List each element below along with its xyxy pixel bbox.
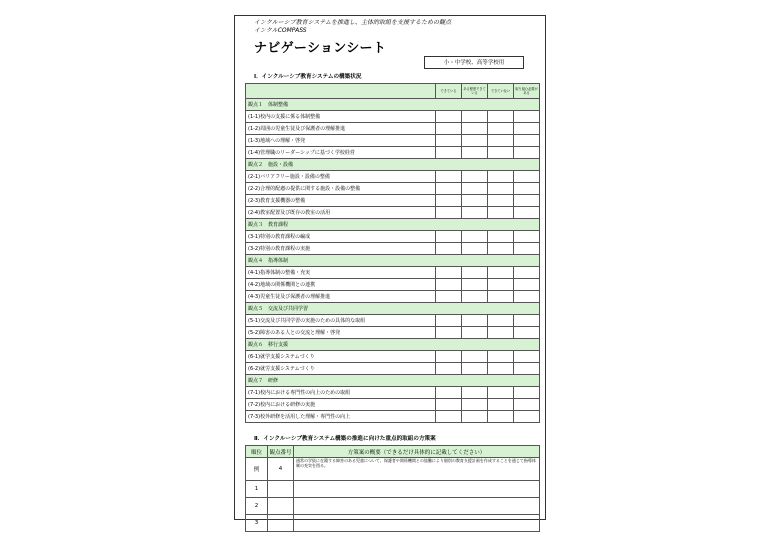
check-cell[interactable] xyxy=(436,243,462,255)
item-label: (2-2)合理的配慮の提供に関する施設・設備の整備 xyxy=(246,183,436,195)
example-priority: 例 xyxy=(246,458,268,481)
item-row xyxy=(246,183,540,195)
section2-title: Ⅱ．インクルーシブ教育システム構築の推進に向けた重点的取組の方策案 xyxy=(254,436,436,442)
school-type-badge: 小・中学校、高等学校用 xyxy=(424,56,524,69)
item-row xyxy=(246,279,540,291)
check-cell[interactable] xyxy=(436,195,462,207)
check-cell[interactable] xyxy=(462,387,488,399)
item-row xyxy=(246,171,540,183)
plan-viewpoint-cell[interactable] xyxy=(268,481,294,498)
check-cell[interactable] xyxy=(436,315,462,327)
item-label: (5-1)交流及び共同学習の実施のための具体的な取組 xyxy=(246,315,436,327)
check-cell[interactable] xyxy=(462,207,488,219)
check-cell[interactable] xyxy=(488,183,514,195)
example-row xyxy=(246,458,540,481)
check-cell[interactable] xyxy=(488,279,514,291)
check-cell[interactable] xyxy=(462,351,488,363)
item-label: (4-1)指導体制の整備・充実 xyxy=(246,267,436,279)
check-cell[interactable] xyxy=(488,387,514,399)
check-cell[interactable] xyxy=(462,399,488,411)
item-label: (7-2)校内における研修の実施 xyxy=(246,399,436,411)
category-label: 観点４ 指導体制 xyxy=(246,255,540,267)
item-row xyxy=(246,111,540,123)
check-cell[interactable] xyxy=(514,123,540,135)
item-row xyxy=(246,243,540,255)
item-label: (1-2)周囲の児童生徒及び保護者の理解推進 xyxy=(246,123,436,135)
check-cell[interactable] xyxy=(514,231,540,243)
item-row xyxy=(246,123,540,135)
check-cell[interactable] xyxy=(436,411,462,423)
item-row xyxy=(246,411,540,423)
priority-header: 順位 xyxy=(246,446,268,458)
check-cell[interactable] xyxy=(488,243,514,255)
check-cell[interactable] xyxy=(514,195,540,207)
column-header: できている xyxy=(436,84,462,99)
check-cell[interactable] xyxy=(436,171,462,183)
check-cell[interactable] xyxy=(488,135,514,147)
check-cell[interactable] xyxy=(488,267,514,279)
item-row xyxy=(246,315,540,327)
check-cell[interactable] xyxy=(488,399,514,411)
category-label: 観点５ 交流及び共同学習 xyxy=(246,303,540,315)
check-cell[interactable] xyxy=(436,279,462,291)
summary-header: 方策案の概要（できるだけ具体的に記載してください） xyxy=(294,446,540,458)
check-cell[interactable] xyxy=(462,291,488,303)
check-cell[interactable] xyxy=(436,135,462,147)
category-label: 観点２ 施設・設備 xyxy=(246,159,540,171)
check-cell[interactable] xyxy=(488,147,514,159)
check-cell[interactable] xyxy=(488,327,514,339)
plan-summary-cell[interactable] xyxy=(294,515,540,532)
category-label: 観点３ 教育課程 xyxy=(246,219,540,231)
plan-table-header xyxy=(246,446,540,458)
check-cell[interactable] xyxy=(488,291,514,303)
status-table xyxy=(245,83,540,423)
check-cell[interactable] xyxy=(436,267,462,279)
item-label: (2-3)教育支援機器の整備 xyxy=(246,195,436,207)
example-viewpoint: 4 xyxy=(268,458,294,481)
item-row xyxy=(246,231,540,243)
item-row xyxy=(246,135,540,147)
item-label: (2-4)教室配置及び既存の教室の活用 xyxy=(246,207,436,219)
item-label: (1-1)校内の支援に係る体制整備 xyxy=(246,111,436,123)
item-row xyxy=(246,267,540,279)
category-label: 観点１ 体制整備 xyxy=(246,99,540,111)
check-cell[interactable] xyxy=(514,351,540,363)
item-row xyxy=(246,327,540,339)
item-label: (7-1)校内における専門性の向上のための取組 xyxy=(246,387,436,399)
column-header: できていない xyxy=(488,84,514,99)
check-cell[interactable] xyxy=(514,411,540,423)
item-label: (1-4)管理職のリーダーシップに基づく学校経営 xyxy=(246,147,436,159)
check-cell[interactable] xyxy=(436,207,462,219)
item-label: (2-1)バリアフリー施設・設備の整備 xyxy=(246,171,436,183)
status-table-header xyxy=(246,84,540,99)
check-cell[interactable] xyxy=(462,411,488,423)
item-row xyxy=(246,207,540,219)
check-cell[interactable] xyxy=(462,231,488,243)
plan-viewpoint-cell[interactable] xyxy=(268,498,294,515)
column-header: ある程度できている xyxy=(462,84,488,99)
item-row xyxy=(246,399,540,411)
check-cell[interactable] xyxy=(514,291,540,303)
check-cell[interactable] xyxy=(436,363,462,375)
check-cell[interactable] xyxy=(514,171,540,183)
plan-row xyxy=(246,498,540,515)
check-cell[interactable] xyxy=(514,207,540,219)
check-cell[interactable] xyxy=(462,363,488,375)
check-cell[interactable] xyxy=(514,267,540,279)
column-header: 取り組む必要がある xyxy=(514,84,540,99)
item-label: (4-2)地域の関係機関との連携 xyxy=(246,279,436,291)
item-row xyxy=(246,387,540,399)
item-label: (7-3)校外研修を活用した理解・専門性の向上 xyxy=(246,411,436,423)
check-cell[interactable] xyxy=(514,363,540,375)
category-row xyxy=(246,159,540,171)
check-cell[interactable] xyxy=(514,243,540,255)
example-text: 通常の学級に在籍する障害のある児童について、保護者や関係機関との協働により個別の教育支援計画を作成することを通じて指導体制の充実を図る。 xyxy=(294,458,540,481)
check-cell[interactable] xyxy=(462,315,488,327)
item-label: (5-2)障害のある人との交流と理解・啓発 xyxy=(246,327,436,339)
check-cell[interactable] xyxy=(514,279,540,291)
check-cell[interactable] xyxy=(462,327,488,339)
check-cell[interactable] xyxy=(514,327,540,339)
check-cell[interactable] xyxy=(462,171,488,183)
plan-viewpoint-cell[interactable] xyxy=(268,515,294,532)
check-cell[interactable] xyxy=(488,171,514,183)
item-label: (6-1)就学支援システムづくり xyxy=(246,351,436,363)
item-label: (1-3)地域への理解・啓発 xyxy=(246,135,436,147)
check-cell[interactable] xyxy=(488,231,514,243)
plan-row xyxy=(246,481,540,498)
plan-priority: 2 xyxy=(246,498,268,515)
check-cell[interactable] xyxy=(488,351,514,363)
check-cell[interactable] xyxy=(436,327,462,339)
item-row xyxy=(246,363,540,375)
item-label: (3-1)特別の教育課程の編成 xyxy=(246,231,436,243)
check-cell[interactable] xyxy=(488,207,514,219)
check-cell[interactable] xyxy=(462,183,488,195)
sheet-subtitle xyxy=(254,19,451,34)
category-row xyxy=(246,255,540,267)
item-header-blank xyxy=(246,84,436,99)
check-cell[interactable] xyxy=(462,147,488,159)
check-cell[interactable] xyxy=(488,315,514,327)
plan-priority: 1 xyxy=(246,481,268,498)
plan-priority: 3 xyxy=(246,515,268,532)
check-cell[interactable] xyxy=(436,123,462,135)
check-cell[interactable] xyxy=(436,399,462,411)
plan-summary-cell[interactable] xyxy=(294,481,540,498)
check-cell[interactable] xyxy=(514,387,540,399)
check-cell[interactable] xyxy=(514,111,540,123)
check-cell[interactable] xyxy=(436,183,462,195)
item-row xyxy=(246,351,540,363)
viewpoint-header: 観点番号 xyxy=(268,446,294,458)
check-cell[interactable] xyxy=(462,243,488,255)
check-cell[interactable] xyxy=(488,123,514,135)
check-cell[interactable] xyxy=(514,399,540,411)
category-label: 観点７ 研修 xyxy=(246,375,540,387)
plan-row xyxy=(246,515,540,532)
check-cell[interactable] xyxy=(436,147,462,159)
item-label: (6-2)就労支援システムづくり xyxy=(246,363,436,375)
check-cell[interactable] xyxy=(514,315,540,327)
item-row xyxy=(246,195,540,207)
check-cell[interactable] xyxy=(462,123,488,135)
section1-title: Ⅰ．インクルーシブ教育システムの構築状況 xyxy=(254,74,362,80)
category-label: 観点６ 移行支援 xyxy=(246,339,540,351)
sheet-title: ナビゲーションシート xyxy=(254,41,387,56)
category-row xyxy=(246,339,540,351)
check-cell[interactable] xyxy=(462,135,488,147)
check-cell[interactable] xyxy=(436,387,462,399)
category-row xyxy=(246,303,540,315)
check-cell[interactable] xyxy=(514,135,540,147)
subtitle-line2: インクルCOMPASS xyxy=(254,26,307,34)
check-cell[interactable] xyxy=(488,195,514,207)
check-cell[interactable] xyxy=(488,363,514,375)
plan-table xyxy=(245,445,540,532)
subtitle-line1: インクルーシブ教育システムを推進し、主体的取組を支援するための観点 xyxy=(254,19,451,26)
item-row xyxy=(246,291,540,303)
check-cell[interactable] xyxy=(514,147,540,159)
check-cell[interactable] xyxy=(436,111,462,123)
check-cell[interactable] xyxy=(488,411,514,423)
check-cell[interactable] xyxy=(436,231,462,243)
category-row xyxy=(246,375,540,387)
check-cell[interactable] xyxy=(462,195,488,207)
check-cell[interactable] xyxy=(514,183,540,195)
check-cell[interactable] xyxy=(488,111,514,123)
check-cell[interactable] xyxy=(462,111,488,123)
category-row xyxy=(246,99,540,111)
check-cell[interactable] xyxy=(462,279,488,291)
plan-summary-cell[interactable] xyxy=(294,498,540,515)
check-cell[interactable] xyxy=(436,351,462,363)
navigation-sheet xyxy=(234,15,546,526)
check-cell[interactable] xyxy=(462,267,488,279)
item-label: (4-3)児童生徒及び保護者の理解推進 xyxy=(246,291,436,303)
check-cell[interactable] xyxy=(436,291,462,303)
item-row xyxy=(246,147,540,159)
item-label: (3-2)特別の教育課程の実施 xyxy=(246,243,436,255)
category-row xyxy=(246,219,540,231)
